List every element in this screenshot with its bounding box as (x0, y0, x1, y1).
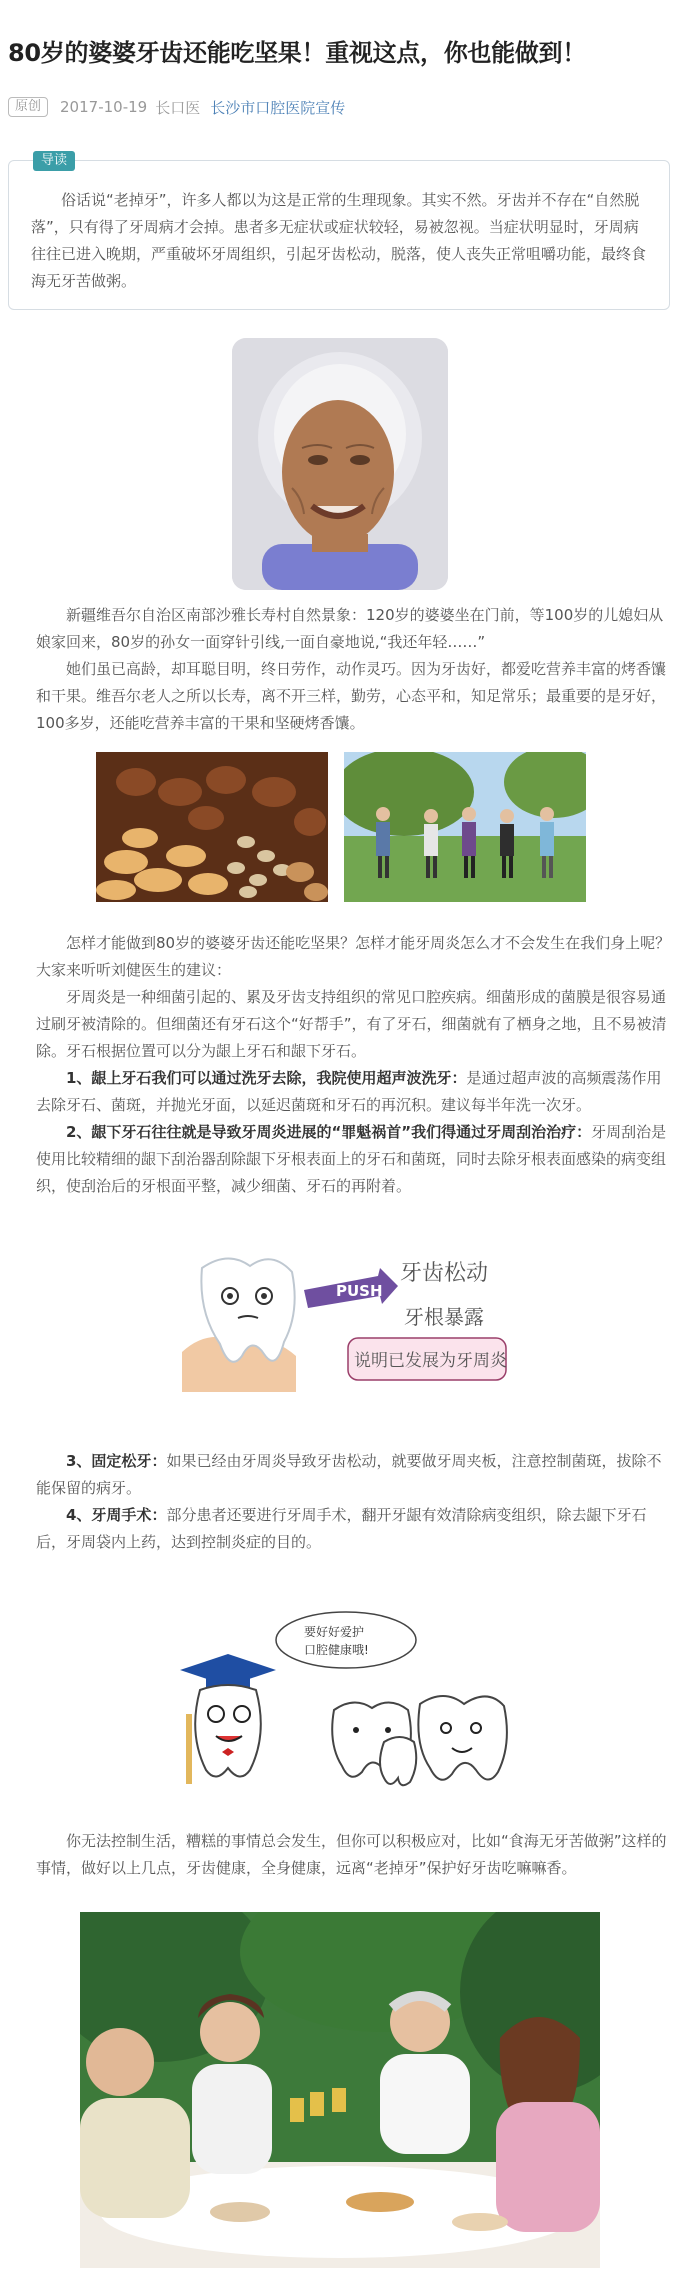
closing-paragraph (36, 1828, 672, 1882)
elderly-woman-photo (232, 338, 448, 590)
paragraph-text: 你无法控制生活，糟糕的事情总会发生，但你可以积极应对，比如“食海无牙苦做粥”这样的事情，做好以上几点，牙齿健康，全身健康，远离“老掉牙”保护好牙齿吃嘛嘛香。 (36, 1832, 667, 1877)
publish-date: 2017-10-19 (60, 98, 148, 116)
intro-box (8, 153, 670, 310)
item-body: 如果已经由牙周炎导致牙齿松动，就要做牙周夹板，注意控制菌斑，拔除不能保留的病牙。 (36, 1452, 662, 1497)
item-body: 是通过超声波的高频震荡作用去除牙石、菌斑，并抛光牙面，以延迟菌斑和牙石的再沉积。建议每半年洗一次牙。 (36, 1069, 662, 1114)
tooth-caption-2: 牙根暴露 (404, 1305, 484, 1329)
body-paragraph-1 (36, 602, 672, 656)
paragraph-text (36, 1448, 672, 1502)
item-body: 牙周刮治是使用比较精细的龈下刮治器刮除龈下牙根表面上的牙石和菌斑，同时去除牙根表面感染的病变组织，使刮治后的牙根面平整，减少细菌、牙石的再附着。 (36, 1123, 667, 1195)
paragraph-text (36, 1119, 672, 1200)
item-body: 部分患者还要进行牙周手术，翻开牙龈有效清除病变组织，除去龈下牙石后，牙周袋内上药，达到控制炎症的目的。 (36, 1506, 647, 1551)
tooth-caption-1: 牙齿松动 (400, 1261, 489, 1286)
tooth-caption-3: 说明已发展为牙周炎 (354, 1351, 507, 1371)
dental-cartoon-illustration (158, 1604, 522, 1806)
seniors-dancing-photo (344, 752, 586, 902)
paragraph-text: 她们虽已高龄，却耳聪目明，终日劳作，动作灵巧。因为牙齿好，都爱吃营养丰富的烤香馕和干果。维吾尔老人之所以长寿，离不开三样，勤劳，心态平和，知足常乐；最重要的是牙好，100多岁，还能吃营养丰富的干果和坚硬烤香馕。 (36, 660, 667, 732)
article-title: 80岁的婆婆牙齿还能吃坚果！重视这点，你也能做到！ (8, 39, 586, 67)
item-heading: 4、牙周手术： (66, 1506, 167, 1524)
paragraph-text (36, 1502, 672, 1556)
item-heading: 1、龈上牙石我们可以通过洗牙去除，我院使用超声波洗牙： (66, 1069, 467, 1087)
bubble-text-2: 口腔健康哦! (304, 1643, 369, 1657)
treatment-item-3 (36, 1448, 672, 1502)
intro-text: 俗话说“老掉牙”，许多人都以为这是正常的生理现象。其实不然。牙齿并不存在“自然脱落”，只有得了牙周病才会掉。患者多无症状或症状较轻，易被忽视。当症状明显时，牙周病往往已进入晚期，严重破坏牙周组织，引起牙齿松动，脱落，使人丧失正常咀嚼功能，最终食海无牙苦做粥。 (31, 191, 647, 290)
original-badge: 原创 (8, 97, 48, 117)
loose-tooth-illustration (168, 1232, 520, 1422)
treatment-item-2 (36, 1119, 672, 1200)
item-heading: 3、固定松牙： (66, 1452, 167, 1470)
body-paragraph-4 (36, 984, 672, 1065)
paragraph-text: 牙周炎是一种细菌引起的、累及牙齿支持组织的常见口腔疾病。细菌形成的菌膜是很容易通过刷牙被清除的。但细菌还有牙石这个“好帮手”，有了牙石，细菌就有了栖身之地，且不易被清除。牙石根据位置可以分为龈上牙石和龈下牙石。 (36, 988, 667, 1060)
body-paragraph-2 (36, 656, 672, 737)
nuts-photo (96, 752, 328, 902)
treatment-item-1 (36, 1065, 672, 1119)
article-meta (8, 96, 345, 118)
item-heading: 2、龈下牙石往往就是导致牙周炎进展的“罪魁祸首”我们得通过牙周刮治治疗： (66, 1123, 592, 1141)
family-toasting-photo (80, 1912, 600, 2268)
paragraph-text (36, 1065, 672, 1119)
source-account-link[interactable]: 长沙市口腔医院宣传 (210, 98, 346, 117)
body-paragraph-3 (36, 930, 672, 984)
author-name: 长口医 (155, 98, 201, 117)
push-label: PUSH (336, 1282, 383, 1300)
intro-tag: 导读 (33, 151, 75, 171)
paragraph-text: 怎样才能做到80岁的婆婆牙齿还能吃坚果？怎样才能牙周炎怎么才不会发生在我们身上呢？大家来听听刘健医生的建议： (36, 934, 671, 979)
bubble-text-1: 要好好爱护 (304, 1625, 365, 1639)
paragraph-text: 新疆维吾尔自治区南部沙雅长寿村自然景象：120岁的婆婆坐在门前，等100岁的儿媳妇从娘家回来，80岁的孙女一面穿针引线,一面自豪地说,“我还年轻……” (36, 606, 664, 651)
treatment-item-4 (36, 1502, 672, 1556)
